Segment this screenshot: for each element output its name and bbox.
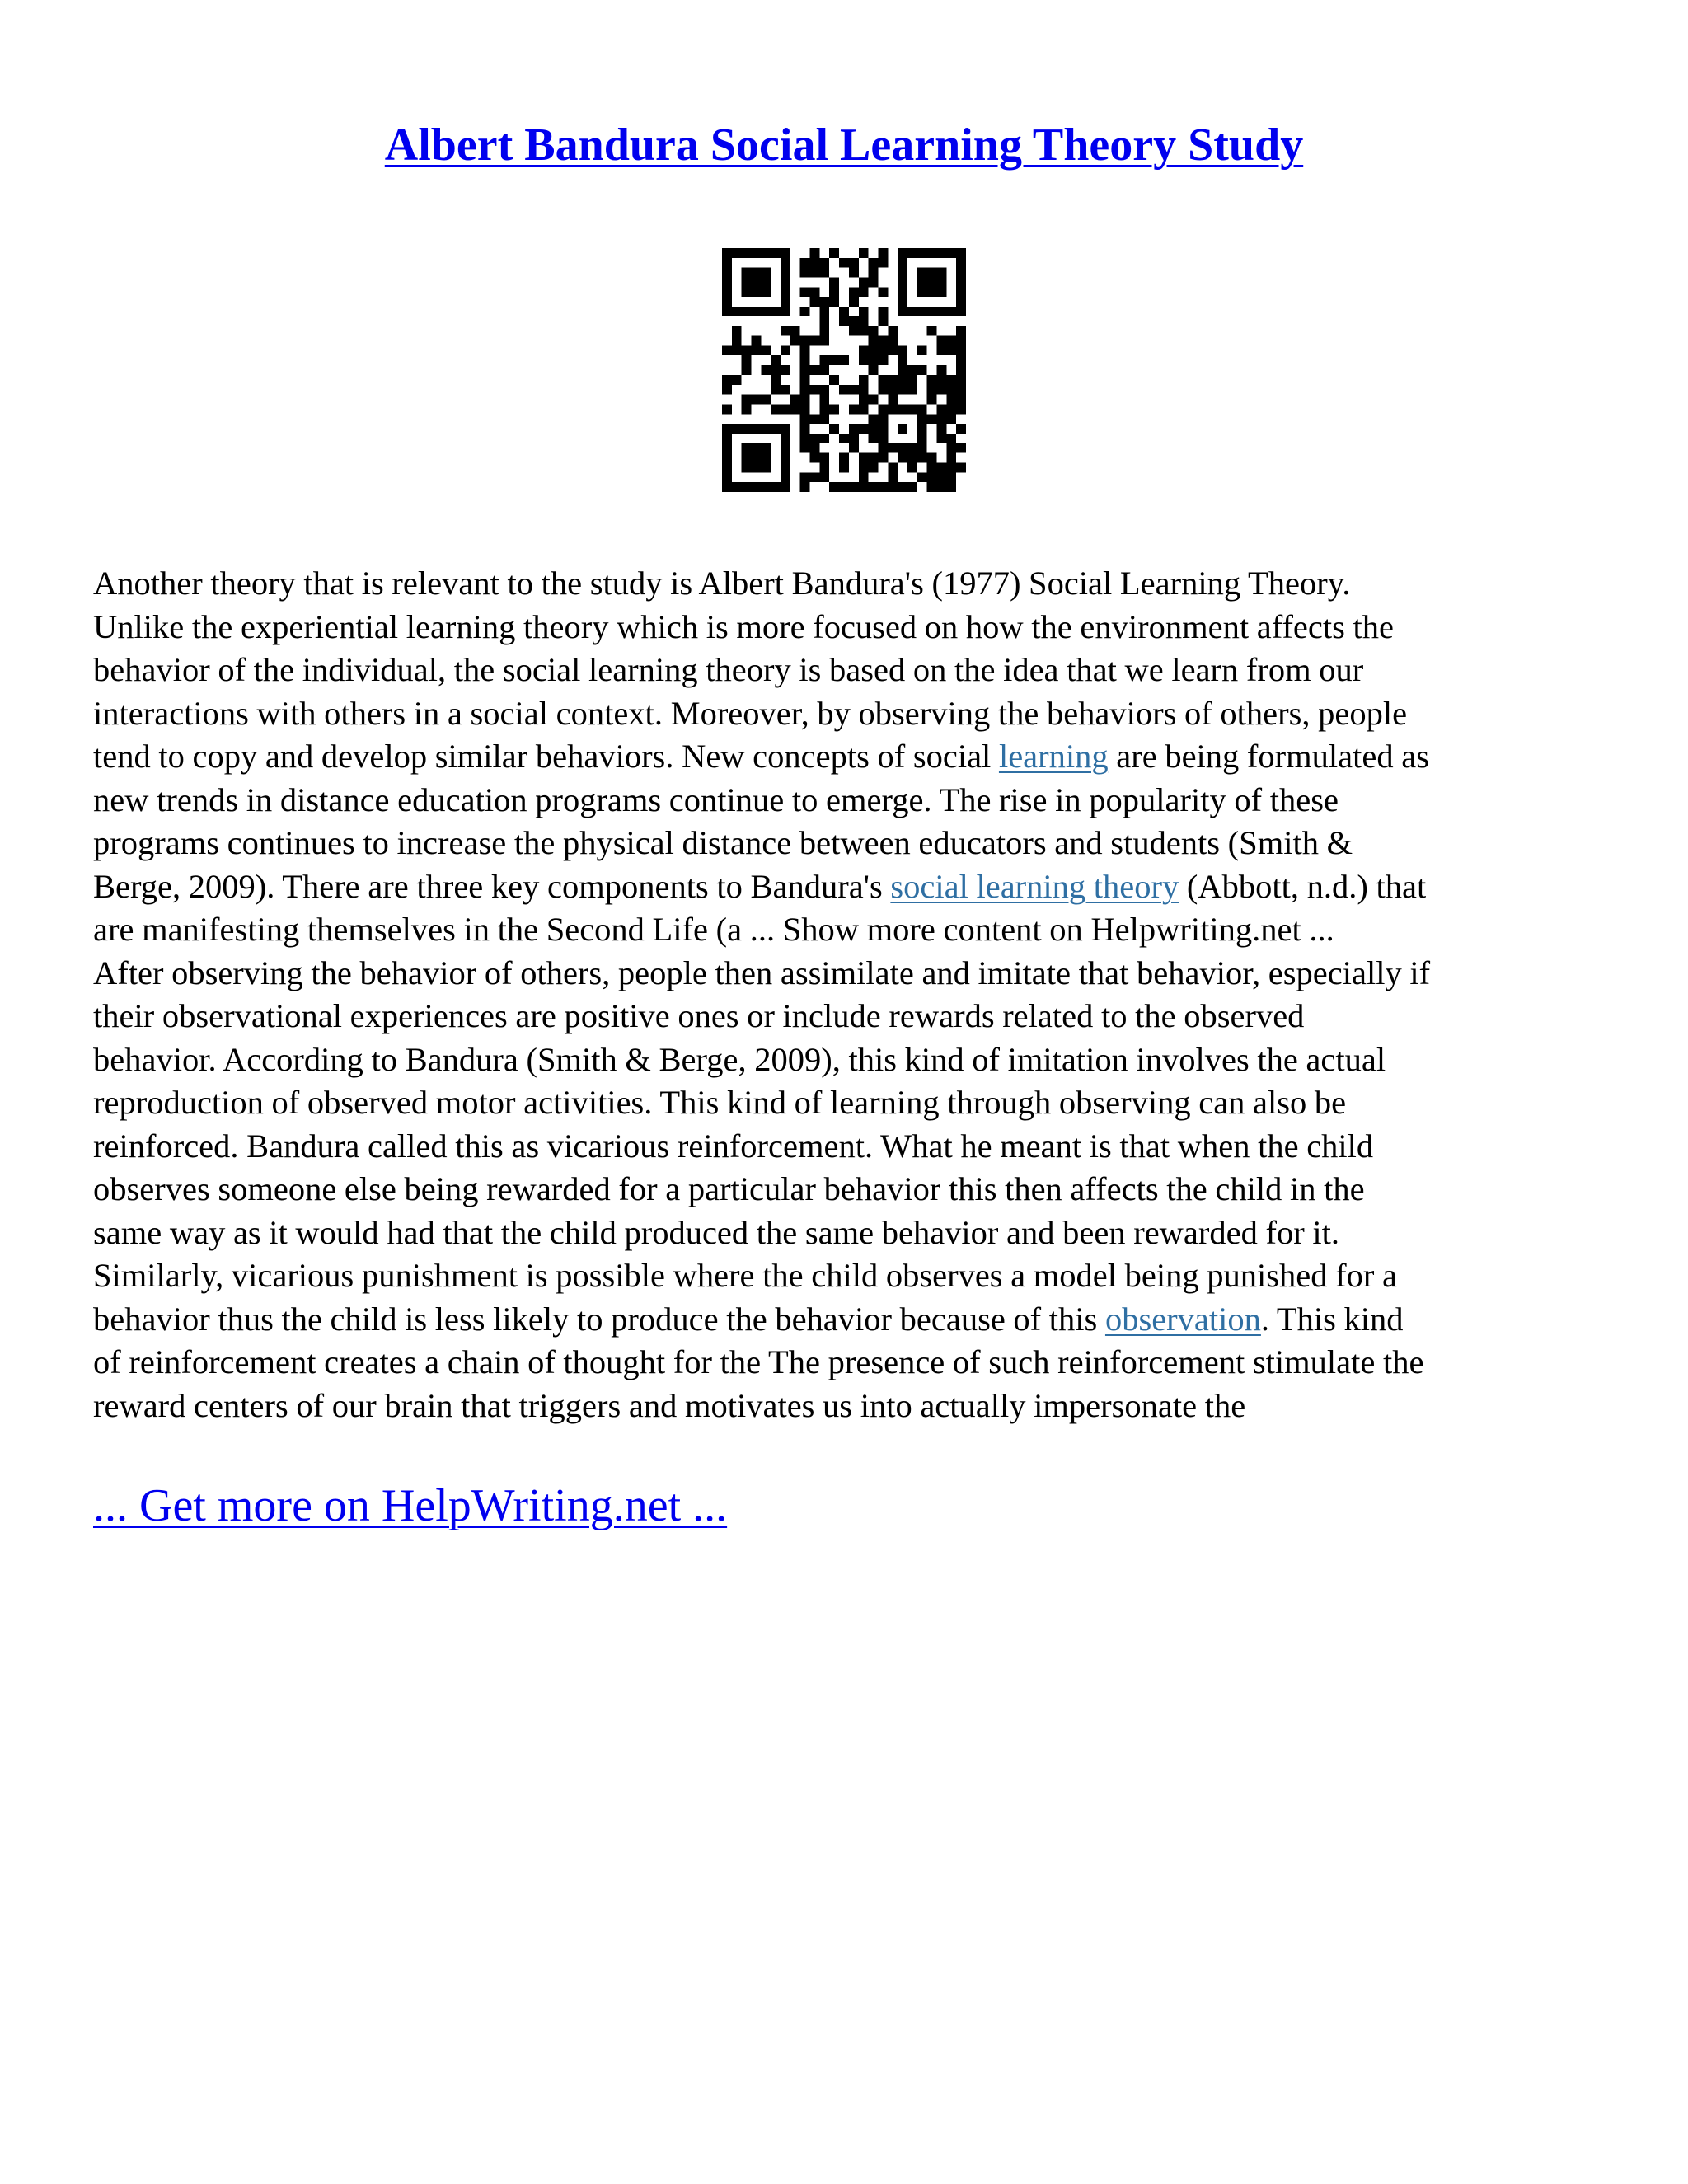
inline-keyword-link[interactable]: social learning theory [890, 867, 1179, 905]
paragraph-line: reward centers of our brain that triggers and motivates us into actually impersonate the [93, 1386, 1246, 1424]
paragraph-line: same way as it would had that the child produced the same behavior and been rewarded for it. [93, 1213, 1339, 1251]
paragraph-line: are manifesting themselves in the Second Life (a ... Show more content on Helpwriting.net ... [93, 911, 1334, 948]
paragraph-line-text: Berge, 2009). There are three key components to Bandura's [93, 867, 891, 905]
paragraph-line [93, 735, 1601, 779]
inline-keyword-link[interactable]: observation [1104, 1300, 1261, 1338]
paragraph-line: reproduction of observed motor activities. This kind of learning through observing can also be [93, 1084, 1347, 1121]
paragraph-line-text: . This kind [1260, 1300, 1404, 1338]
get-more-link-row [93, 1477, 727, 1535]
qr-code-icon [722, 248, 966, 492]
paragraph-line: their observational experiences are positive ones or include rewards related to the observed [93, 997, 1305, 1034]
paragraph-line-text: behavior thus the child is less likely to produce the behavior because of this [93, 1300, 1105, 1338]
body-paragraph [93, 562, 1601, 1427]
paragraph-line: Similarly, vicarious punishment is possible where the child observes a model being punished for a [93, 1257, 1397, 1294]
paragraph-line [93, 1298, 1601, 1342]
paragraph-line-text: (Abbott, n.d.) that [1179, 867, 1427, 905]
paragraph-line-text: tend to copy and develop similar behaviors. New concepts of social [93, 738, 999, 775]
paragraph-line-text: are being formulated as [1108, 738, 1429, 775]
page-title [0, 112, 1688, 178]
title-link[interactable]: Albert Bandura Social Learning Theory Study [384, 120, 1304, 171]
paragraph-line: new trends in distance education programs continue to emerge. The rise in popularity of these [93, 780, 1339, 818]
paragraph-line: behavior. According to Bandura (Smith & Berge, 2009), this kind of imitation involves the actual [93, 1040, 1386, 1078]
get-more-link[interactable]: ... Get more on HelpWriting.net ... [93, 1480, 728, 1531]
paragraph-line: interactions with others in a social context. Moreover, by observing the behaviors of others, people [93, 694, 1408, 732]
paragraph-line [93, 865, 1601, 909]
inline-keyword-link[interactable]: learning [998, 738, 1109, 775]
paragraph-line: Unlike the experiential learning theory which is more focused on how the environment affects the [93, 607, 1394, 645]
paragraph-line: observes someone else being rewarded for a particular behavior this then affects the child in the [93, 1170, 1365, 1207]
paragraph-line: reinforced. Bandura called this as vicarious reinforcement. What he meant is that when the child [93, 1127, 1374, 1165]
paragraph-line: of reinforcement creates a chain of thought for the The presence of such reinforcement stimulate the [93, 1343, 1424, 1380]
paragraph-line: After observing the behavior of others, people then assimilate and imitate that behavior, especially if [93, 954, 1431, 991]
paragraph-line: programs continues to increase the physical distance between educators and students (Smith & [93, 824, 1353, 861]
paragraph-line: behavior of the individual, the social learning theory is based on the idea that we learn from our [93, 651, 1364, 688]
paragraph-line: Another theory that is relevant to the study is Albert Bandura's (1977) Social Learning Theory. [93, 565, 1351, 602]
